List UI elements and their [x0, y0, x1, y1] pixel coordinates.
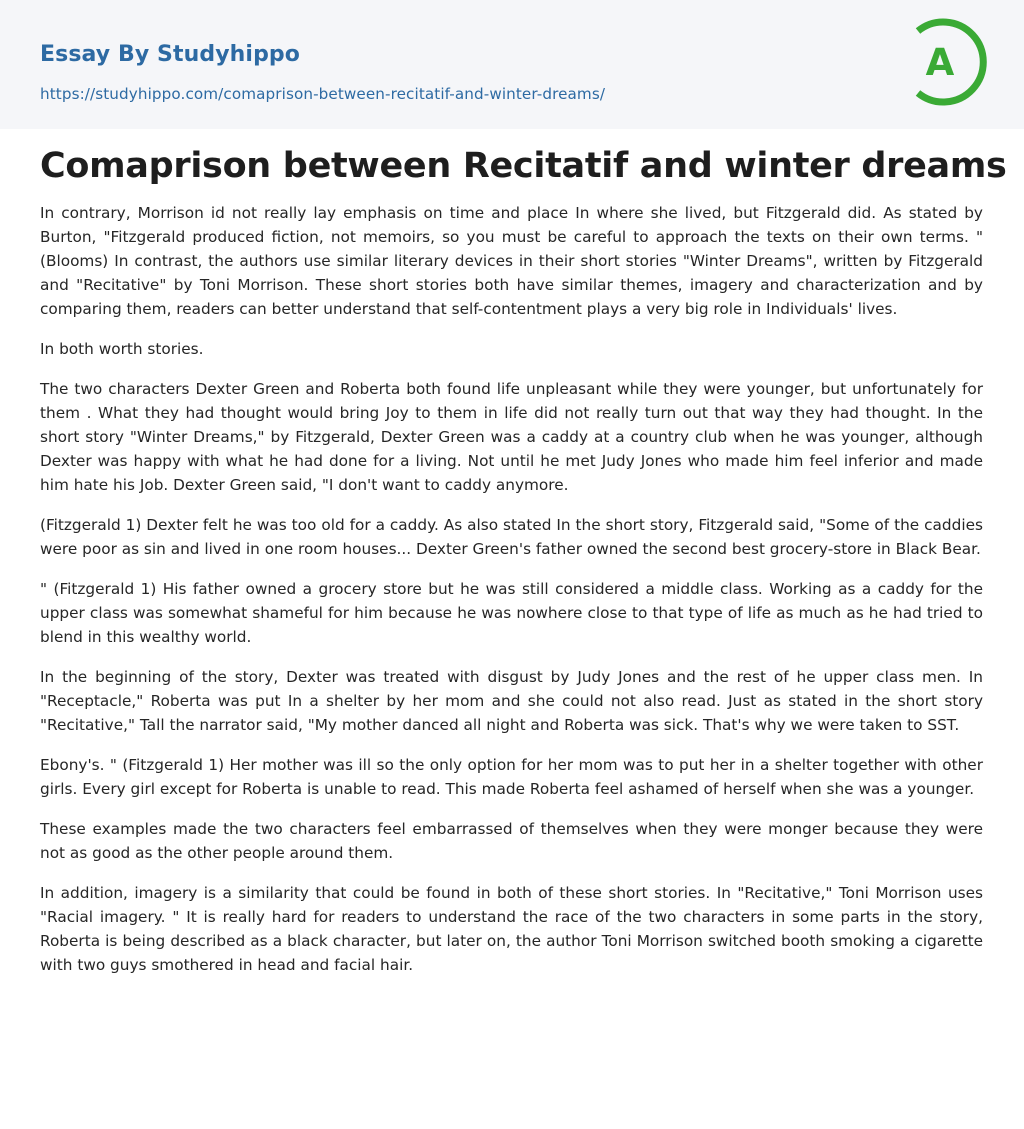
brand-title[interactable]: Essay By Studyhippo	[40, 42, 300, 67]
essay-paragraph: In the beginning of the story, Dexter was treated with disgust by Judy Jones and the rest of he upper class men. In "Receptacle," Roberta was put In a shelter by her mom and she could not also read. Just as stated in the short story "Recitative," Tall the narrator said, "My mother danced all night and Roberta was sick. That's why we were taken to SST.	[40, 668, 983, 734]
essay-paragraph: " (Fitzgerald 1) His father owned a grocery store but he was still considered a middle class. Working as a caddy for the upper class was somewhat shameful for him because he was nowhere close to that type of life as much as he had tried to blend in this wealthy world.	[40, 580, 983, 646]
essay-title: Comaprison between Recitatif and winter dreams	[40, 146, 1007, 186]
essay-body	[40, 201, 983, 993]
essay-paragraph: In both worth stories.	[40, 340, 204, 358]
essay-paragraph: Ebony's. " (Fitzgerald 1) Her mother was ill so the only option for her mom was to put her in a shelter together with other girls. Every girl except for Roberta is unable to read. This made Roberta feel ashamed of herself when she was a younger.	[40, 756, 983, 798]
logo-letter: A	[925, 41, 955, 84]
essay-url-link[interactable]: https://studyhippo.com/comaprison-between-recitatif-and-winter-dreams/	[40, 85, 606, 103]
essay-paragraph: (Fitzgerald 1) Dexter felt he was too old for a caddy. As also stated In the short story, Fitzgerald said, "Some of the caddies were poor as sin and lived in one room houses... Dexter Green's father owned the second best grocery-store in Black Bear.	[40, 516, 983, 558]
site-header	[0, 0, 1024, 129]
essay-paragraph: The two characters Dexter Green and Roberta both found life unpleasant while they were younger, but unfortunately for them . What they had thought would bring Joy to them in life did not really turn out that way they had thought. In the short story "Winter Dreams," by Fitzgerald, Dexter Green was a caddy at a country club when he was younger, although Dexter was happy with what he had done for a living. Not until he met Judy Jones who made him feel inferior and made him hate his Job. Dexter Green said, "I don't want to caddy anymore.	[40, 380, 983, 494]
essay-paragraph: In contrary, Morrison id not really lay emphasis on time and place In where she lived, but Fitzgerald did. As stated by Burton, "Fitzgerald produced fiction, not memoirs, so you must be careful to approach the texts on their own terms. " (Blooms) In contrast, the authors use similar literary devices in their short stories "Winter Dreams", written by Fitzgerald and "Recitative" by Toni Morrison. These short stories both have similar themes, imagery and characterization and by comparing them, readers can better understand that self-contentment plays a very big role in Individuals' lives.	[40, 204, 983, 318]
essay-paragraph: In addition, imagery is a similarity that could be found in both of these short stories. In "Recitative," Toni Morrison uses "Racial imagery. " It is really hard for readers to understand the race of the two characters in some parts in the story, Roberta is being described as a black character, but later on, the author Toni Morrison switched booth smoking a cigarette with two guys smothered in head and facial hair.	[40, 884, 983, 974]
essay-paragraph: These examples made the two characters feel embarrassed of themselves when they were monger because they were not as good as the other people around them.	[40, 820, 983, 862]
studyhippo-logo-icon[interactable]	[910, 18, 988, 106]
